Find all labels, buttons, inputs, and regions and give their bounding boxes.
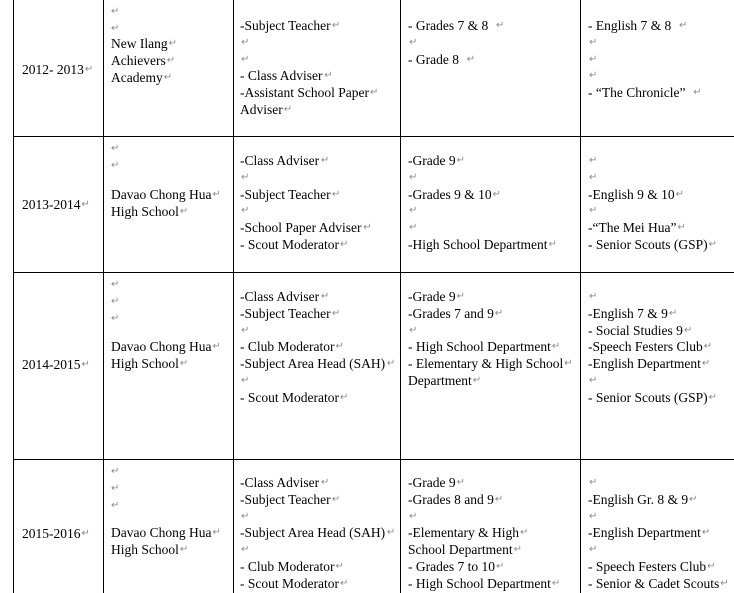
- paragraph-mark-icon: ↵: [324, 70, 333, 82]
- subject-line: -English Gr. 8 & 9: [588, 491, 689, 507]
- paragraph-mark-icon: ↵: [111, 279, 120, 290]
- paragraph-mark-icon: ↵: [589, 205, 598, 217]
- paragraph-mark-icon: ↵: [163, 71, 173, 83]
- paragraph-mark-icon: ↵: [331, 188, 341, 200]
- grade-line: School Department: [408, 542, 513, 558]
- position-line: -Subject Area Head (SAH): [240, 525, 386, 541]
- column-divider-position-grade: [400, 0, 401, 593]
- paragraph-mark-icon: ↵: [472, 375, 482, 386]
- paragraph-mark-icon: ↵: [339, 239, 349, 250]
- paragraph-mark-icon: ↵: [331, 307, 341, 319]
- year-cell: 2013-2014: [22, 197, 81, 212]
- paragraph-mark-icon: ↵: [179, 205, 189, 217]
- table-border-left: [13, 0, 14, 593]
- school-name-line: New Ilang: [111, 36, 168, 51]
- paragraph-mark-icon: ↵: [212, 527, 221, 538]
- paragraph-mark-icon: ↵: [675, 188, 684, 200]
- paragraph-mark-icon: ↵: [84, 64, 94, 75]
- position-line: [240, 373, 398, 389]
- paragraph-mark-icon: ↵: [551, 577, 561, 589]
- paragraph-mark-icon: ↵: [81, 528, 90, 539]
- paragraph-mark-icon: ↵: [456, 155, 465, 166]
- position-line: - Scout Moderator: [240, 237, 339, 252]
- grade-line: -Grade 9: [408, 153, 456, 168]
- subject-line: -Speech Festers Club: [588, 339, 703, 355]
- subject-line: [588, 153, 734, 169]
- paragraph-mark-icon: ↵: [589, 375, 598, 386]
- paragraph-mark-icon: ↵: [320, 477, 330, 488]
- paragraph-mark-icon: ↵: [495, 20, 505, 31]
- school-name-line: High School: [111, 203, 179, 219]
- paragraph-mark-icon: ↵: [331, 493, 341, 505]
- paragraph-mark-icon: ↵: [456, 291, 465, 302]
- paragraph-mark-icon: ↵: [589, 477, 598, 488]
- subject-line: -English 9 & 10: [588, 186, 675, 202]
- paragraph-mark-icon: ↵: [241, 375, 250, 386]
- paragraph-mark-icon: ↵: [386, 527, 396, 539]
- paragraph-mark-icon: ↵: [168, 38, 177, 49]
- paragraph-mark-icon: ↵: [363, 222, 372, 234]
- school-name-line: Academy: [111, 69, 163, 85]
- paragraph-mark-icon: ↵: [494, 493, 504, 505]
- grade-line: -Grade 9: [408, 289, 456, 304]
- paragraph-mark-icon: ↵: [708, 239, 718, 250]
- school-name-line: Davao Chong Hua: [111, 339, 212, 354]
- position-line: Adviser: [240, 102, 283, 117]
- paragraph-mark-icon: ↵: [81, 359, 90, 370]
- paragraph-mark-icon: ↵: [589, 36, 598, 48]
- paragraph-mark-icon: ↵: [564, 358, 573, 370]
- position-line: -Assistant School Paper: [240, 85, 369, 101]
- paragraph-mark-icon: ↵: [703, 341, 713, 353]
- paragraph-mark-icon: ↵: [678, 20, 688, 31]
- subject-line: [588, 289, 734, 305]
- year-cell: 2014-2015: [22, 357, 81, 372]
- position-line: -Class Adviser: [240, 153, 320, 168]
- paragraph-mark-icon: ↵: [409, 324, 418, 336]
- paragraph-mark-icon: ↵: [701, 358, 711, 370]
- paragraph-mark-icon: ↵: [339, 391, 349, 403]
- paragraph-mark-icon: ↵: [111, 6, 120, 17]
- paragraph-mark-icon: ↵: [589, 155, 598, 166]
- position-line: -School Paper Adviser: [240, 220, 362, 236]
- grade-line: [408, 35, 578, 51]
- paragraph-mark-icon: ↵: [548, 239, 557, 250]
- school-name-line: High School: [111, 541, 179, 557]
- position-line: -Class Adviser: [240, 289, 320, 304]
- subject-line: [588, 170, 734, 186]
- paragraph-mark-icon: ↵: [409, 222, 418, 234]
- paragraph-mark-icon: ↵: [241, 36, 250, 48]
- column-divider-year-school: [103, 0, 104, 593]
- grade-line: -Grades 9 & 10: [408, 186, 492, 202]
- school-name-line: Davao Chong Hua: [111, 187, 212, 202]
- subject-line: - English 7 & 8: [588, 18, 672, 33]
- grade-line: - High School Department: [408, 575, 551, 591]
- paragraph-mark-icon: ↵: [283, 104, 293, 115]
- subject-line: [588, 68, 734, 84]
- paragraph-mark-icon: ↵: [111, 295, 120, 307]
- paragraph-mark-icon: ↵: [241, 171, 250, 183]
- subject-line: -English Department: [588, 525, 701, 541]
- paragraph-mark-icon: ↵: [386, 358, 396, 370]
- position-line: -Subject Teacher: [240, 186, 331, 202]
- paragraph-mark-icon: ↵: [495, 561, 505, 572]
- paragraph-mark-icon: ↵: [179, 543, 189, 555]
- subject-line: - Speech Festers Club: [588, 559, 707, 574]
- subject-line: [588, 373, 734, 389]
- paragraph-mark-icon: ↵: [456, 477, 465, 488]
- paragraph-mark-icon: ↵: [466, 53, 476, 65]
- grade-line: Department: [408, 373, 472, 388]
- paragraph-mark-icon: ↵: [212, 341, 221, 352]
- grade-line: -High School Department: [408, 237, 548, 252]
- paragraph-mark-icon: ↵: [369, 87, 379, 99]
- year-cell: 2015-2016: [22, 526, 81, 541]
- grade-line: -Elementary & High: [408, 525, 519, 541]
- subject-line: [588, 509, 734, 525]
- position-line: [240, 35, 398, 51]
- paragraph-mark-icon: ↵: [589, 70, 598, 82]
- paragraph-mark-icon: ↵: [241, 544, 250, 556]
- grade-line: -Grades 8 and 9: [408, 491, 494, 507]
- row-divider-3: [13, 459, 734, 460]
- paragraph-mark-icon: ↵: [683, 324, 693, 336]
- paragraph-mark-icon: ↵: [589, 544, 598, 556]
- school-name-line: High School: [111, 355, 179, 371]
- paragraph-mark-icon: ↵: [693, 87, 702, 99]
- paragraph-mark-icon: ↵: [707, 561, 716, 572]
- paragraph-mark-icon: ↵: [589, 510, 598, 522]
- paragraph-mark-icon: ↵: [335, 341, 344, 353]
- paragraph-mark-icon: ↵: [720, 577, 729, 589]
- grade-line: [408, 170, 578, 186]
- paragraph-mark-icon: ↵: [677, 222, 686, 234]
- paragraph-mark-icon: ↵: [689, 493, 698, 505]
- paragraph-mark-icon: ↵: [111, 22, 120, 34]
- paragraph-mark-icon: ↵: [513, 544, 522, 556]
- position-line: - Class Adviser: [240, 68, 323, 84]
- paragraph-mark-icon: ↵: [331, 20, 341, 31]
- row-divider-2: [13, 272, 734, 273]
- paragraph-mark-icon: ↵: [339, 577, 349, 589]
- paragraph-mark-icon: ↵: [111, 466, 120, 477]
- subject-line: -English 7 & 9: [588, 305, 668, 321]
- paragraph-mark-icon: ↵: [241, 324, 250, 336]
- subject-line: [588, 52, 734, 68]
- paragraph-mark-icon: ↵: [409, 510, 418, 522]
- position-line: -Subject Teacher: [240, 491, 331, 507]
- position-line: -Class Adviser: [240, 475, 320, 490]
- position-line: -Subject Teacher: [240, 18, 331, 33]
- paragraph-mark-icon: ↵: [409, 36, 418, 48]
- paragraph-mark-icon: ↵: [179, 357, 189, 369]
- position-line: -Subject Teacher: [240, 305, 331, 321]
- paragraph-mark-icon: ↵: [409, 205, 418, 217]
- grade-line: [408, 509, 578, 525]
- column-divider-grade-subject: [580, 0, 581, 593]
- paragraph-mark-icon: ↵: [241, 53, 250, 65]
- paragraph-mark-icon: ↵: [519, 527, 529, 539]
- school-name-line: Achievers: [111, 52, 166, 68]
- paragraph-mark-icon: ↵: [320, 291, 330, 302]
- position-line: [240, 323, 398, 339]
- subject-line: -“The Mei Hua”: [588, 220, 677, 236]
- subject-line: - Senior Scouts (GSP): [588, 237, 708, 252]
- position-line: [240, 52, 398, 68]
- position-line: - Club Moderator: [240, 559, 335, 574]
- paragraph-mark-icon: ↵: [111, 159, 120, 171]
- subject-line: [588, 35, 734, 51]
- paragraph-mark-icon: ↵: [409, 171, 418, 183]
- grade-line: [408, 220, 578, 236]
- subject-line: -English Department: [588, 356, 701, 372]
- position-line: [240, 542, 398, 558]
- position-line: [240, 170, 398, 186]
- paragraph-mark-icon: ↵: [589, 171, 598, 183]
- row-divider-1: [13, 136, 734, 137]
- grade-line: [408, 203, 578, 219]
- grade-line: [408, 323, 578, 339]
- paragraph-mark-icon: ↵: [589, 53, 598, 65]
- paragraph-mark-icon: ↵: [701, 527, 711, 539]
- paragraph-mark-icon: ↵: [589, 291, 598, 302]
- subject-line: - Senior & Cadet Scouts: [588, 575, 720, 591]
- paragraph-mark-icon: ↵: [668, 307, 678, 319]
- paragraph-mark-icon: ↵: [81, 199, 90, 210]
- position-line: - Scout Moderator: [240, 389, 339, 405]
- grade-line: -Grade 9: [408, 475, 456, 490]
- paragraph-mark-icon: ↵: [111, 312, 120, 324]
- paragraph-mark-icon: ↵: [241, 205, 250, 217]
- subject-line: - Senior Scouts (GSP): [588, 389, 708, 405]
- paragraph-mark-icon: ↵: [494, 307, 504, 319]
- paragraph-mark-icon: ↵: [111, 143, 120, 154]
- paragraph-mark-icon: ↵: [111, 499, 120, 511]
- position-line: [240, 509, 398, 525]
- grade-line: -Grades 7 and 9: [408, 305, 494, 321]
- paragraph-mark-icon: ↵: [166, 54, 176, 66]
- grade-line: - Elementary & High School: [408, 356, 564, 372]
- year-cell: 2012- 2013: [22, 62, 84, 77]
- subject-line: [588, 475, 734, 491]
- paragraph-mark-icon: ↵: [212, 189, 221, 200]
- paragraph-mark-icon: ↵: [335, 561, 344, 572]
- grade-line: - Grades 7 to 10: [408, 559, 495, 574]
- school-name-line: Davao Chong Hua: [111, 525, 212, 540]
- position-line: - Scout Moderator: [240, 575, 339, 591]
- paragraph-mark-icon: ↵: [551, 341, 561, 353]
- column-divider-school-position: [233, 0, 234, 593]
- subject-line: - Social Studies 9: [588, 322, 683, 338]
- paragraph-mark-icon: ↵: [320, 155, 330, 166]
- paragraph-mark-icon: ↵: [241, 510, 250, 522]
- paragraph-mark-icon: ↵: [708, 391, 718, 403]
- grade-line: - Grade 8: [408, 51, 459, 67]
- position-line: -Subject Area Head (SAH): [240, 356, 386, 372]
- subject-line: [588, 542, 734, 558]
- subject-line: - “The Chronicle”: [588, 85, 686, 101]
- grade-line: - High School Department: [408, 339, 551, 355]
- grade-line: - Grades 7 & 8: [408, 18, 489, 33]
- paragraph-mark-icon: ↵: [111, 482, 120, 494]
- paragraph-mark-icon: ↵: [492, 188, 501, 200]
- position-line: [240, 203, 398, 219]
- position-line: - Club Moderator: [240, 339, 335, 355]
- subject-line: [588, 203, 734, 219]
